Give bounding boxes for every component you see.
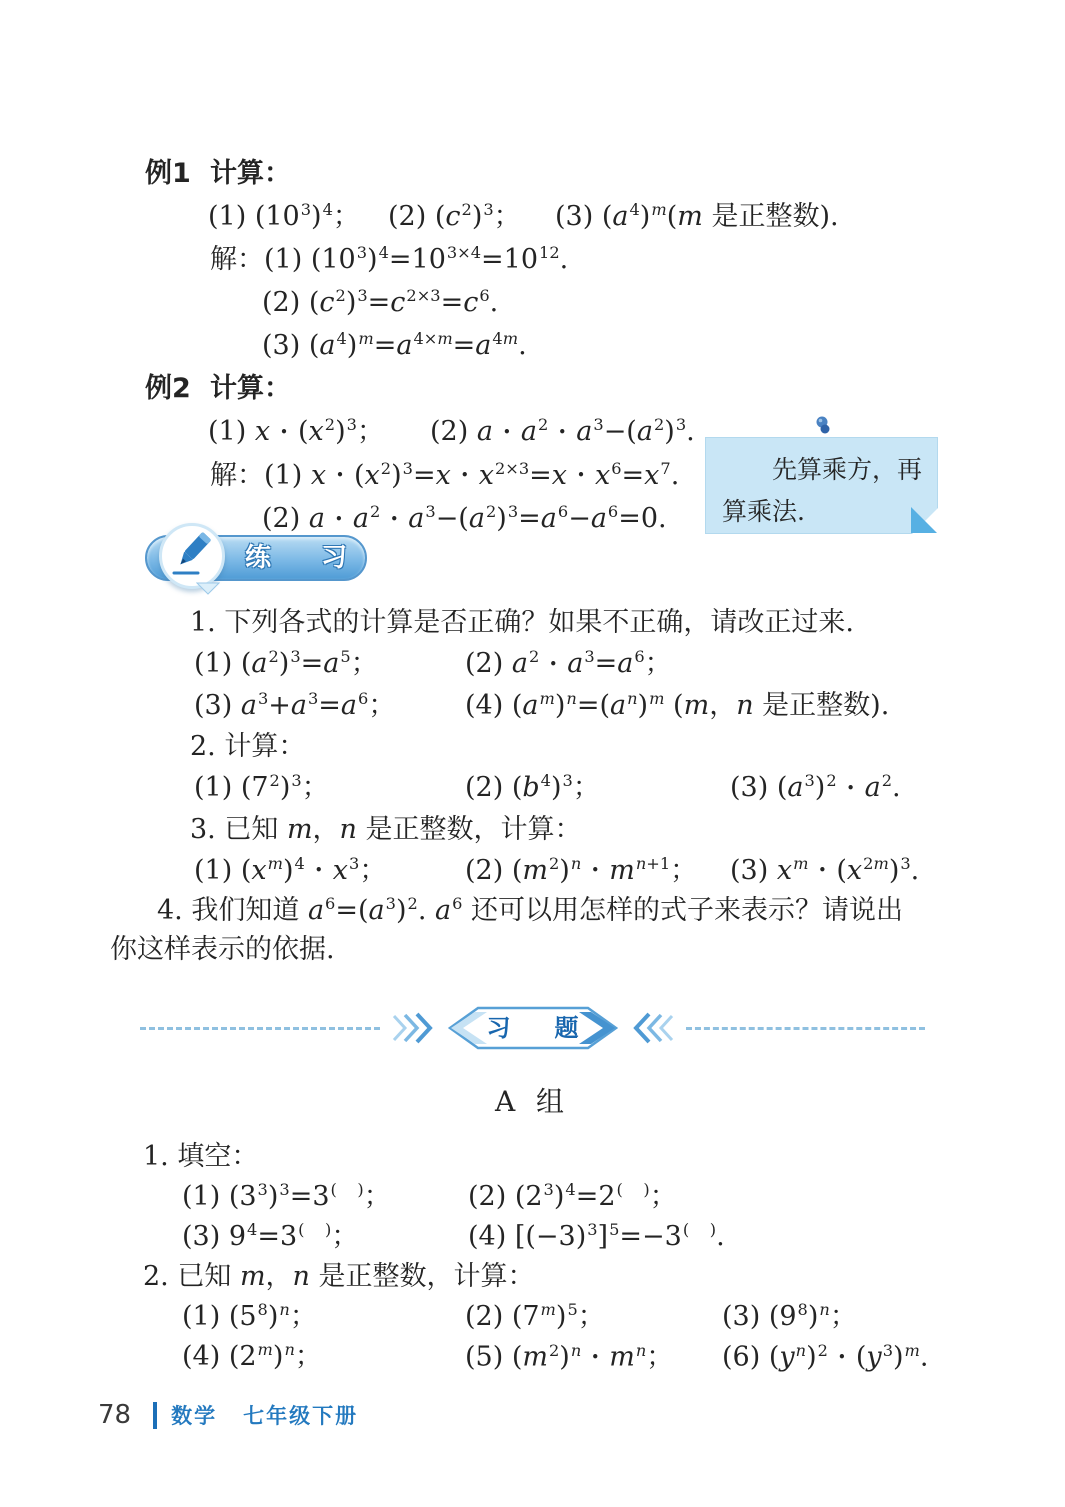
practice-1-item-2: (2) $a^2$ • $a^3=a^6$； — [465, 647, 672, 680]
exercise-2-item-6: (6) $(y^n)^2$ • $(y^3)^m$. — [722, 1340, 929, 1373]
exercises-section — [0, 1137, 1065, 1377]
exercises-banner — [140, 1006, 925, 1050]
practice-1-row-1 — [0, 643, 1065, 685]
exercise-1-title — [0, 1137, 1065, 1177]
exercise-1-row-1 — [0, 1177, 1065, 1217]
footer-divider — [153, 1402, 157, 1429]
example-1-item-1: (1) $(10^3)^4$； — [208, 200, 360, 232]
solution-math: (2) $(c^2)^3=c^{2\times 3}=c^6$. — [262, 286, 499, 318]
practice-4-paragraph — [0, 891, 928, 969]
example-1-solution-1 — [0, 238, 1065, 281]
exercise-2-item-2: (2) $(7^m)^5$； — [465, 1300, 605, 1333]
practice-3-title-text: 3. 已知 m，n 是正整数，计算： — [190, 813, 582, 845]
solution-label: 解： — [210, 459, 264, 491]
example-1-heading — [0, 152, 1065, 195]
exercise-1-title-text: 1. 填空： — [143, 1141, 259, 1173]
practice-1-item-3: (3) $a^3+a^3=a^6$； — [194, 688, 396, 721]
practice-banner — [145, 535, 367, 581]
example-1-solution-2 — [0, 281, 1065, 324]
example-1-label: 例1 — [145, 158, 191, 189]
solution-math: (1) $(10^3)^4=10^{3\times 4}=10^{12}$. — [264, 243, 569, 275]
exercise-2-title-text: 2. 已知 m，n 是正整数，计算： — [143, 1261, 535, 1293]
practice-3-title — [0, 809, 1065, 850]
exercise-1-item-3: (3) $9^4=3^{( )}$； — [182, 1220, 359, 1253]
practice-banner-label: 练 习 — [244, 543, 359, 574]
triple-chevron-right-icon — [390, 1008, 434, 1048]
example-1-item-3: (3) $(a^4)^m(m$ 是正整数). — [555, 200, 839, 232]
practice-1-item-1: (1) $(a^2)^3=a^5$； — [194, 647, 378, 680]
solution-math: (2) a • $a^2$ • $a^3-(a^2)^3=a^6-a^6=0$. — [262, 502, 667, 535]
practice-2-title — [0, 726, 1065, 767]
exercise-2-row-2 — [0, 1337, 1065, 1377]
example-2-item-1: (1) x • $(x^2)^3$； — [208, 415, 384, 447]
exercise-2-item-1: (1) $(5^8)^n$； — [182, 1300, 317, 1333]
practice-section — [0, 602, 1065, 969]
example-2-heading — [0, 367, 1065, 410]
practice-3-item-1: (1) $(x^m)^4$ • $x^3$； — [194, 853, 387, 886]
solution-math: (3) $(a^4)^m=a^{4\times m}=a^{4m}$. — [262, 329, 527, 361]
practice-2-item-2: (2) $(b^4)^3$； — [465, 770, 600, 803]
practice-2-item-1: (1) $(7^2)^3$； — [194, 770, 329, 803]
practice-2-row — [0, 767, 1065, 809]
example-1-prompt: 计算： — [210, 158, 291, 189]
practice-2-title-text: 2. 计算： — [190, 730, 306, 762]
example-1 — [0, 152, 1065, 367]
example-2-prompt: 计算： — [210, 373, 291, 404]
exercise-2-row-1 — [0, 1297, 1065, 1337]
practice-4-text: 4. 我们知道 $a^6=(a^3)^2$. $a^6$ 还可以用怎样的式子来表示？请说出你这样表示的依据. — [110, 894, 903, 966]
exercises-banner-hexagon — [448, 1006, 618, 1050]
exercise-2-item-4: (4) $(2^m)^n$； — [182, 1340, 322, 1373]
group-a-title — [0, 1084, 1065, 1120]
exercise-1-item-4: (4) $[(-3)^3]^5=-3^{( )}$. — [468, 1220, 725, 1253]
solution-label: 解： — [210, 244, 264, 275]
practice-1-title — [0, 602, 1065, 643]
example-2-item-2: (2) a • $a^2$ • $a^3-(a^2)^3$. — [430, 415, 695, 447]
page-number: 78 — [98, 1400, 132, 1430]
footer-volume: 七年级下册 — [243, 1404, 359, 1428]
practice-1-title-text: 1. 下列各式的计算是否正确？如果不正确，请改正过来. — [190, 607, 854, 639]
practice-3-item-3: (3) $x^m$ • $(x^{2m})^3$. — [730, 853, 920, 886]
solution-math: (1) x • $(x^2)^3=x$ • $x^{2\times 3}=x$ • $x^6=x^7$. — [264, 458, 680, 491]
exercises-banner-label: 习 题 — [486, 1014, 589, 1043]
group-a-title-text: A 组 — [494, 1085, 571, 1119]
exercise-1-item-1: (1) $(3^3)^3=3^{( )}$； — [182, 1180, 391, 1213]
example-2-label: 例2 — [145, 373, 191, 404]
sticky-note — [705, 437, 938, 534]
practice-1-item-4: (4) $(a^m)^n=(a^n)^m$ (m，n 是正整数). — [465, 688, 890, 721]
example-1-solution-3 — [0, 324, 1065, 367]
exercise-2-title — [0, 1257, 1065, 1297]
practice-2-item-3: (3) $(a^3)^2$ • $a^2$. — [730, 770, 901, 803]
page-footer — [98, 1400, 358, 1430]
practice-1-row-2 — [0, 685, 1065, 726]
exercise-1-row-2 — [0, 1217, 1065, 1257]
practice-3-row — [0, 850, 1065, 892]
example-1-items — [0, 195, 1065, 238]
triple-chevron-left-icon — [632, 1008, 676, 1048]
pencil-icon — [162, 526, 222, 586]
push-pin-icon — [814, 416, 834, 438]
dashed-line-left — [140, 1027, 380, 1030]
example-1-item-2: (2) $(c^2)^3$； — [388, 200, 521, 232]
sticky-note-text: 先算乘方，再算乘法. — [722, 455, 923, 526]
exercise-2-item-3: (3) $(9^8)^n$； — [722, 1300, 857, 1333]
exercise-1-item-2: (2) $(2^3)^4=2^{( )}$； — [468, 1180, 677, 1213]
footer-subject: 数学 — [171, 1404, 218, 1428]
practice-banner-circle — [159, 523, 225, 589]
chevron-down-icon — [196, 582, 220, 595]
exercise-2-item-5: (5) $(m^2)^n$ • $m^n$； — [465, 1340, 674, 1373]
dashed-line-right — [686, 1027, 926, 1030]
practice-3-item-2: (2) $(m^2)^n$ • $m^{n+1}$； — [465, 853, 698, 886]
